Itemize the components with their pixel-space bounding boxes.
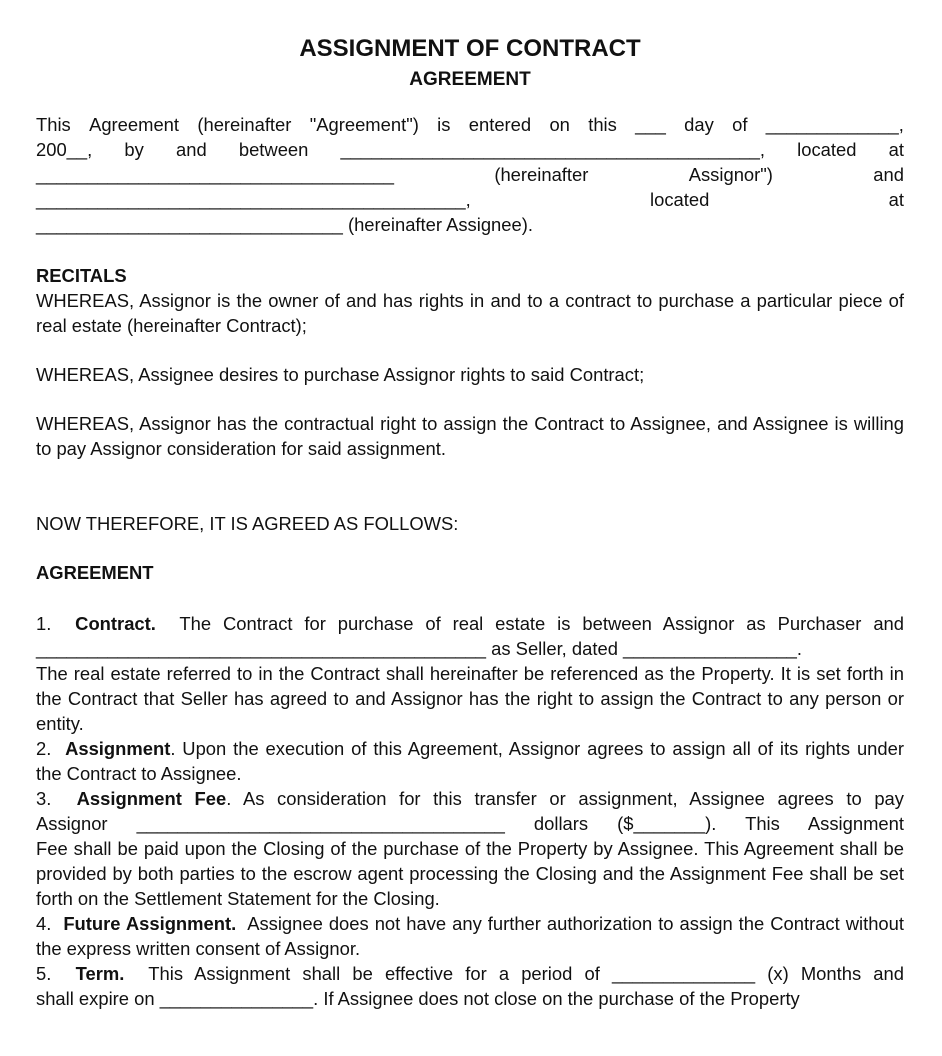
intro-line-5: ______________________________ (hereinafter Assignee).: [36, 214, 533, 235]
clause-5-title: Term.: [75, 963, 125, 984]
clause-3-line-2: Assignor ____________________________________ dollars ($_______). This Assignment: [36, 813, 904, 834]
clause-1-body: The real estate referred to in the Contract shall hereinafter be referenced as the Property. It is set forth in the Contract that Seller has agreed to and Assignor has the right to assign the Contract to any person or entity.: [36, 663, 904, 734]
document-title: ASSIGNMENT OF CONTRACT: [299, 35, 641, 62]
clause-4-body: Assignee does not have any further authorization to assign the Contract without the express written consent of Assignor.: [36, 913, 904, 959]
intro-line-2: 200__, by and between _________________________________________, located at: [36, 139, 904, 160]
agreement-heading: AGREEMENT: [36, 562, 154, 583]
intro-paragraph: [36, 112, 904, 237]
clause-2-title: Assignment: [65, 738, 171, 759]
document-subtitle: AGREEMENT: [409, 69, 531, 90]
year-blank[interactable]: 200__,: [36, 139, 93, 160]
clause-1-title: Contract.: [75, 613, 156, 634]
assignor-name-blank[interactable]: _________________________________________,: [340, 139, 765, 160]
intro-line-1: This Agreement (hereinafter "Agreement") is entered on this ___ day of _____________,: [36, 114, 904, 135]
intro-line-3: ___________________________________ (hereinafter Assignor") and: [36, 164, 904, 185]
clause-2-body: . Upon the execution of this Agreement, Assignor agrees to assign all of its rights under the Contract to Assignee.: [36, 738, 904, 784]
clause-1-line-1: 1. Contract. The Contract for purchase of real estate is between Assignor as Purchaser and: [36, 613, 905, 634]
clause-4: 4. Future Assignment. Assignee does not have any further authorization to assign the Contract without the express written consent of Assignor.: [36, 913, 904, 959]
clause-5-line-1: 5. Term. This Assignment shall be effective for a period of ______________ (x) Months and: [36, 963, 904, 984]
recital-paragraph-1: WHEREAS, Assignor is the owner of and has rights in and to a contract to purchase a particular piece of real estate (hereinafter Contract);: [36, 290, 904, 336]
clause-3-title: Assignment Fee: [76, 788, 227, 809]
recitals-heading: RECITALS: [36, 265, 127, 286]
clause-3-line-1: 3. Assignment Fee. As consideration for this transfer or assignment, Assignee agrees to pay: [36, 788, 904, 809]
clause-1-line-2: ____________________________________________ as Seller, dated _________________.: [36, 638, 803, 659]
day-blank[interactable]: ___: [635, 114, 666, 135]
month-blank[interactable]: _____________,: [765, 114, 904, 135]
clause-5: [36, 961, 904, 1011]
recital-paragraph-3: WHEREAS, Assignor has the contractual right to assign the Contract to Assignee, and Assignee is willing to pay Assignor consideration for said assignment.: [36, 413, 904, 459]
intro-line-4: __________________________________________, located at: [36, 189, 904, 210]
recital-paragraph-2: WHEREAS, Assignee desires to purchase Assignor rights to said Contract;: [36, 364, 645, 385]
clause-3-body: Fee shall be paid upon the Closing of the purchase of the Property by Assignee. This Agreement shall be provided by both parties to the escrow agent processing the Closing and the Assignment Fee shall be set forth on the Settlement Statement for the Closing.: [36, 838, 904, 909]
clause-4-title: Future Assignment.: [63, 913, 237, 934]
clause-2: 2. Assignment. Upon the execution of this Agreement, Assignor agrees to assign all of its rights under the Contract to Assignee.: [36, 738, 904, 784]
assignee-name-blank[interactable]: __________________________________________,: [36, 189, 471, 210]
now-therefore-statement: NOW THEREFORE, IT IS AGREED AS FOLLOWS:: [36, 513, 459, 534]
clause-3: [36, 786, 904, 911]
clause-5-line-2: shall expire on _______________. If Assignee does not close on the purchase of the Property: [36, 988, 800, 1009]
assignor-address-blank[interactable]: ___________________________________: [36, 164, 394, 185]
clause-1: [36, 611, 904, 736]
